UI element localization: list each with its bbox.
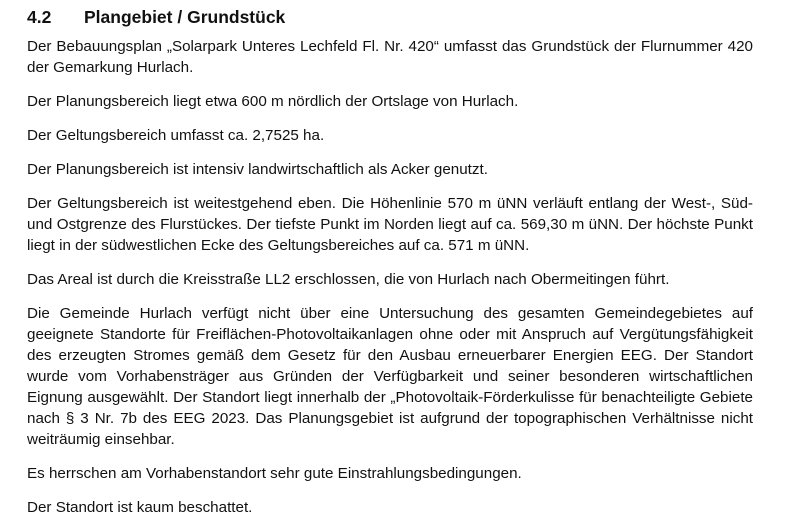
section-heading bbox=[27, 6, 753, 28]
section-number: 4.2 bbox=[27, 7, 52, 27]
paragraph-nutzung: Der Planungsbereich ist intensiv landwirtschaftlich als Acker genutzt. bbox=[27, 161, 488, 178]
paragraph-flaeche: Der Geltungsbereich umfasst ca. 2,7525 ha. bbox=[27, 127, 325, 144]
paragraph-standortwahl: Die Gemeinde Hurlach verfügt nicht über eine Untersuchung des gesamten Gemeindegebietes auf geeignete Standorte für Freiflächen-Photovoltaikanlagen ohne oder mit Anspruch auf Vergütungsfähigkeit des erzeugten Stromes gemäß dem Gesetz für den Ausbau erneuerbarer Energien EEG. Der Standort wurde vom Vorhabensträger aus Gründen der Verfügbarkeit und seiner besonderen wirtschaftlichen Eignung ausgewählt. Der Standort liegt innerhalb der „Photovoltaik-Förderkulisse für benachteiligte Gebiete nach § 3 Nr. 7b des EEG 2023. Das Planungsgebiet ist aufgrund der topographischen Verhältnisse nicht weiträumig einsehbar. bbox=[27, 305, 753, 448]
paragraph-bebauungsplan: Der Bebauungsplan „Solarpark Unteres Lechfeld Fl. Nr. 420“ umfasst das Grundstück der Flurnummer 420 der Gemarkung Hurlach. bbox=[27, 38, 753, 76]
paragraph-erschliessung: Das Areal ist durch die Kreisstraße LL2 erschlossen, die von Hurlach nach Obermeitingen führt. bbox=[27, 271, 670, 288]
document-page bbox=[27, 6, 753, 518]
paragraph-beschattung: Der Standort ist kaum beschattet. bbox=[27, 499, 253, 516]
paragraph-topographie: Der Geltungsbereich ist weitestgehend eben. Die Höhenlinie 570 m üNN verläuft entlang der West-, Süd- und Ostgrenze des Flurstückes. Der tiefste Punkt im Norden liegt auf ca. 569,30 m üNN. Der höchste Punkt liegt in der südwestlichen Ecke des Geltungsbereiches auf ca. 571 m üNN. bbox=[27, 195, 753, 254]
paragraph-lage: Der Planungsbereich liegt etwa 600 m nördlich der Ortslage von Hurlach. bbox=[27, 93, 519, 110]
section-title: Plangebiet / Grundstück bbox=[84, 7, 286, 27]
paragraph-einstrahlung: Es herrschen am Vorhabenstandort sehr gute Einstrahlungsbedingungen. bbox=[27, 465, 522, 482]
